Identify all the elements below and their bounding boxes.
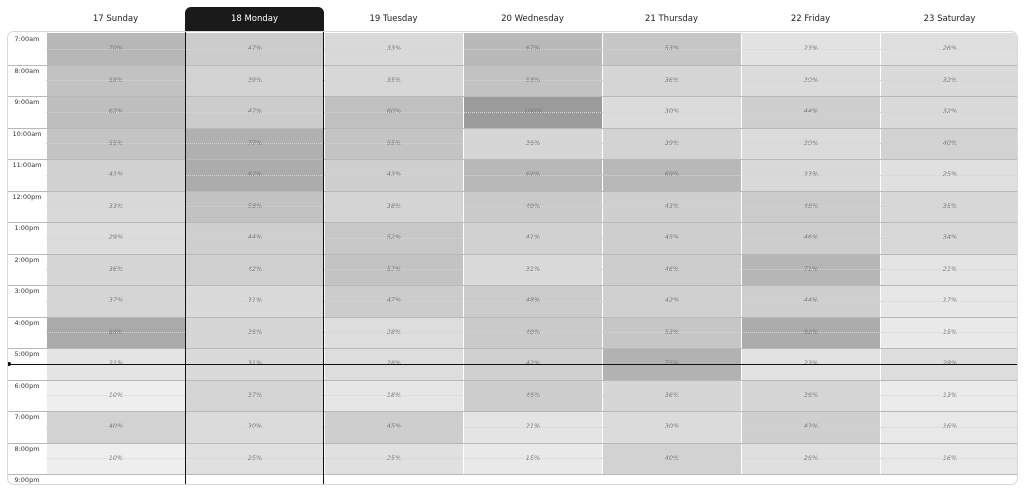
heatmap-cell[interactable]: 16% <box>880 411 1018 443</box>
half-hour-gridline <box>46 49 1017 50</box>
heatmap-cell[interactable]: 21% <box>46 348 185 380</box>
day-tab-17-sunday[interactable]: 17 Sunday <box>92 14 139 24</box>
heatmap-cell[interactable]: 48% <box>463 285 602 317</box>
heatmap-cell[interactable]: 36% <box>741 380 880 412</box>
heatmap-cell[interactable]: 57% <box>324 254 463 286</box>
heatmap-cell[interactable]: 10% <box>46 443 185 475</box>
heatmap-cell[interactable]: 47% <box>185 96 324 128</box>
time-label: 11:00am <box>12 161 42 169</box>
half-hour-gridline <box>46 143 1017 144</box>
heatmap-cell[interactable]: 33% <box>46 191 185 223</box>
heatmap-cell[interactable]: 26% <box>741 443 880 475</box>
heatmap-cell[interactable]: 31% <box>463 254 602 286</box>
heatmap-cell[interactable]: 70% <box>46 33 185 65</box>
time-label: 10:00am <box>12 129 42 138</box>
time-label: 3:00pm <box>14 287 40 295</box>
hour-gridline <box>8 443 1017 444</box>
day-tab-18-monday[interactable]: 18 Monday <box>185 7 324 31</box>
heatmap-cell[interactable]: 39% <box>602 128 741 160</box>
time-label: 6:00pm <box>14 381 40 390</box>
hour-gridline <box>8 128 1017 129</box>
hour-gridline <box>8 254 1017 255</box>
heatmap-cell[interactable]: 44% <box>741 96 880 128</box>
heatmap-cell[interactable]: 84% <box>46 317 185 349</box>
time-label: 8:00am <box>14 66 40 75</box>
heatmap-cell[interactable]: 15% <box>880 317 1018 349</box>
heatmap-cell[interactable]: 75% <box>602 348 741 380</box>
heatmap-cell[interactable]: 35% <box>880 191 1018 223</box>
heatmap-cell[interactable]: 45% <box>324 411 463 443</box>
heatmap-cell[interactable]: 31% <box>185 348 324 380</box>
heatmap-cell[interactable]: 23% <box>741 33 880 65</box>
heatmap-cell[interactable]: 46% <box>741 222 880 254</box>
heatmap-cell[interactable]: 100% <box>463 96 602 128</box>
heatmap-cell[interactable]: 21% <box>880 254 1018 286</box>
half-hour-gridline <box>46 427 1017 428</box>
half-hour-gridline <box>46 238 1017 239</box>
heatmap-cell[interactable]: 60% <box>324 96 463 128</box>
heatmap-cell[interactable]: 34% <box>880 222 1018 254</box>
time-label: 7:00am <box>14 35 40 43</box>
heatmap-cell[interactable]: 62% <box>46 96 185 128</box>
heatmap-cell[interactable]: 21% <box>463 411 602 443</box>
heatmap-cell[interactable]: 29% <box>46 222 185 254</box>
heatmap-cell[interactable]: 46% <box>602 254 741 286</box>
heatmap-cell[interactable]: 37% <box>46 285 185 317</box>
heatmap-cell[interactable]: 46% <box>463 380 602 412</box>
heatmap-cell[interactable]: 28% <box>324 317 463 349</box>
heatmap-cell[interactable]: 43% <box>324 159 463 191</box>
current-time-marker <box>7 362 11 366</box>
hour-gridline <box>8 474 1017 475</box>
heatmap-cell[interactable]: 17% <box>880 285 1018 317</box>
heatmap-cell[interactable]: 25% <box>324 443 463 475</box>
heatmap-cell[interactable]: 30% <box>741 128 880 160</box>
heatmap-cell[interactable]: 44% <box>185 222 324 254</box>
heatmap-cell[interactable]: 82% <box>741 317 880 349</box>
hour-gridline <box>8 159 1017 160</box>
heatmap-cell[interactable]: 39% <box>185 65 324 97</box>
heatmap-cell[interactable]: 43% <box>602 191 741 223</box>
heatmap-cell[interactable]: 35% <box>324 65 463 97</box>
time-label: 5:00pm <box>14 350 40 358</box>
heatmap-cell[interactable]: 42% <box>185 254 324 286</box>
half-hour-gridline <box>46 458 1017 459</box>
heatmap-cell[interactable]: 58% <box>185 191 324 223</box>
heatmap-cell[interactable]: 58% <box>46 65 185 97</box>
time-label: 9:00am <box>14 98 40 106</box>
half-hour-gridline <box>46 332 1017 333</box>
hour-gridline <box>8 65 1017 66</box>
hour-gridline <box>8 191 1017 192</box>
heatmap-cell[interactable]: 30% <box>602 96 741 128</box>
heatmap-cell[interactable]: 71% <box>741 254 880 286</box>
hour-gridline <box>8 411 1017 412</box>
heatmap-cell[interactable]: 36% <box>602 380 741 412</box>
half-hour-gridline <box>46 395 1017 396</box>
heatmap-cell[interactable]: 69% <box>463 159 602 191</box>
time-label: 7:00pm <box>14 413 40 421</box>
heatmap-cell[interactable]: 49% <box>463 191 602 223</box>
heatmap-cell[interactable]: 43% <box>741 411 880 443</box>
heatmap-cell[interactable]: 36% <box>602 65 741 97</box>
time-label: 8:00pm <box>14 444 40 453</box>
heatmap-cell[interactable]: 33% <box>324 33 463 65</box>
heatmap-cell[interactable]: 30% <box>185 411 324 443</box>
heatmap-cell[interactable]: 40% <box>602 443 741 475</box>
heatmap-cell[interactable]: 44% <box>741 285 880 317</box>
day-header-row <box>46 7 1016 31</box>
heatmap-cell[interactable]: 53% <box>602 33 741 65</box>
heatmap-cell[interactable]: 40% <box>880 128 1018 160</box>
occupancy-heatmap <box>7 31 1018 485</box>
heatmap-cell[interactable]: 25% <box>880 159 1018 191</box>
hour-gridline <box>8 317 1017 318</box>
half-hour-gridline <box>46 206 1017 207</box>
day-tab-20-wednesday[interactable]: 20 Wednesday <box>501 14 564 24</box>
heatmap-cell[interactable]: 32% <box>880 96 1018 128</box>
heatmap-cell[interactable]: 77% <box>185 128 324 160</box>
day-tab-22-friday[interactable]: 22 Friday <box>790 14 831 24</box>
hour-gridline <box>8 285 1017 286</box>
time-label: 9:00pm <box>14 476 40 484</box>
heatmap-cell[interactable]: 69% <box>602 159 741 191</box>
time-label: 4:00pm <box>14 318 40 327</box>
heatmap-cell[interactable]: 53% <box>602 317 741 349</box>
heatmap-cell[interactable]: 55% <box>324 128 463 160</box>
heatmap-cell[interactable]: 40% <box>46 411 185 443</box>
heatmap-cell[interactable]: 48% <box>741 191 880 223</box>
heatmap-cell[interactable]: 26% <box>880 33 1018 65</box>
heatmap-cell[interactable]: 42% <box>463 348 602 380</box>
heatmap-cell[interactable]: 30% <box>602 411 741 443</box>
heatmap-cell[interactable]: 52% <box>324 222 463 254</box>
heatmap-cell[interactable]: 47% <box>185 33 324 65</box>
hour-gridline <box>8 222 1017 223</box>
day-tab-19-tuesday[interactable]: 19 Tuesday <box>369 14 418 24</box>
half-hour-gridline <box>46 175 1017 176</box>
heatmap-cell[interactable]: 25% <box>185 443 324 475</box>
heatmap-cell[interactable]: 55% <box>46 128 185 160</box>
hour-gridline <box>8 348 1017 349</box>
heatmap-cell[interactable]: 36% <box>185 317 324 349</box>
heatmap-cell[interactable]: 58% <box>463 65 602 97</box>
heatmap-cell[interactable]: 36% <box>463 128 602 160</box>
heatmap-cell[interactable]: 30% <box>741 65 880 97</box>
heatmap-cell[interactable]: 47% <box>324 285 463 317</box>
heatmap-cell[interactable]: 13% <box>880 380 1018 412</box>
hour-gridline <box>8 96 1017 97</box>
heatmap-cell[interactable]: 16% <box>880 443 1018 475</box>
heatmap-cell[interactable]: 82% <box>185 159 324 191</box>
half-hour-gridline <box>46 269 1017 270</box>
heatmap-cell[interactable]: 41% <box>46 159 185 191</box>
heatmap-cell[interactable]: 32% <box>880 65 1018 97</box>
heatmap-cell[interactable]: 41% <box>463 222 602 254</box>
heatmap-cell[interactable]: 28% <box>324 348 463 380</box>
time-label: 1:00pm <box>14 224 40 232</box>
half-hour-gridline <box>46 301 1017 302</box>
heatmap-cell[interactable]: 38% <box>324 191 463 223</box>
time-label: 2:00pm <box>14 255 40 264</box>
heatmap-cell[interactable]: 67% <box>463 33 602 65</box>
heatmap-cell[interactable]: 42% <box>602 285 741 317</box>
heatmap-cell[interactable]: 31% <box>185 285 324 317</box>
current-time-line <box>8 364 1017 365</box>
heatmap-cell[interactable]: 36% <box>46 254 185 286</box>
heatmap-cell[interactable]: 15% <box>463 443 602 475</box>
half-hour-gridline <box>46 80 1017 81</box>
heatmap-cell[interactable]: 28% <box>880 348 1018 380</box>
day-tab-23-saturday[interactable]: 23 Saturday <box>923 14 976 24</box>
heatmap-cell[interactable]: 49% <box>463 317 602 349</box>
heatmap-cell[interactable]: 45% <box>602 222 741 254</box>
day-tab-21-thursday[interactable]: 21 Thursday <box>644 14 699 24</box>
hour-gridline <box>8 380 1017 381</box>
heatmap-cell[interactable]: 23% <box>741 348 880 380</box>
heatmap-cell[interactable]: 18% <box>324 380 463 412</box>
heatmap-cell[interactable]: 10% <box>46 380 185 412</box>
heatmap-cell[interactable]: 33% <box>741 159 880 191</box>
time-label: 12:00pm <box>12 192 42 201</box>
half-hour-gridline <box>46 112 1017 113</box>
heatmap-cell[interactable]: 37% <box>185 380 324 412</box>
